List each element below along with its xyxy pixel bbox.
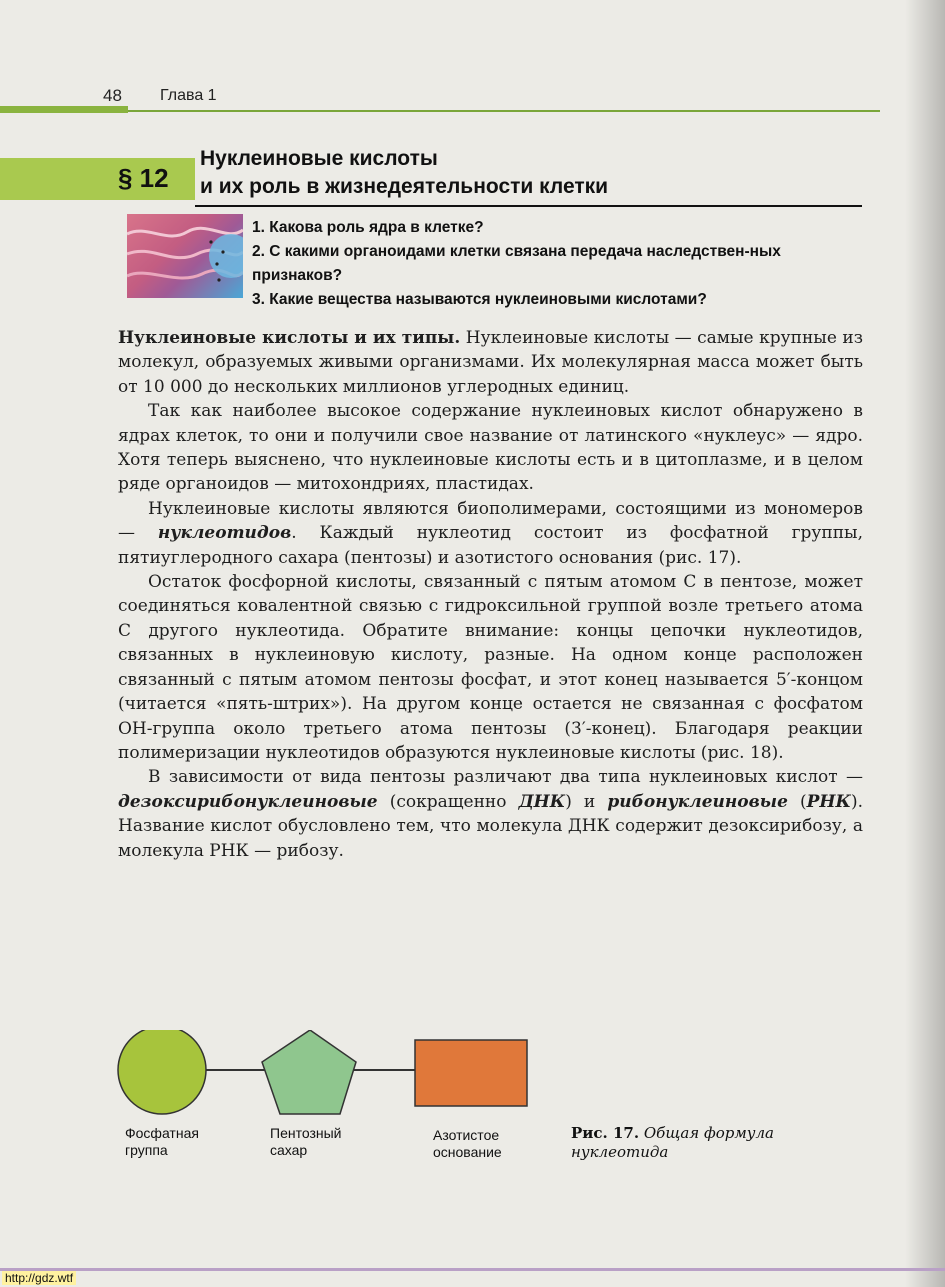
section-title-line-1: Нуклеиновые кислоты [200, 147, 438, 170]
section-number: § 12 [118, 163, 169, 193]
label-line: сахар [270, 1142, 308, 1158]
paragraph-text: В зависимости от вида пентозы различают два типа нуклеиновых кислот — [148, 767, 863, 788]
nucleotide-diagram [110, 1030, 550, 1130]
paragraph-lead: Нуклеиновые кислоты и их типы. [118, 328, 461, 348]
figure-number: Рис. 17. [571, 1124, 640, 1142]
label-line: основание [433, 1144, 502, 1160]
footer-rule [0, 1268, 945, 1271]
section-title-line-2: и их роль в жизнедеятельности клетки [200, 175, 609, 198]
nitrogenous-base-rectangle [415, 1040, 527, 1106]
title-rule [195, 205, 862, 207]
label-line: Пентозный [270, 1125, 342, 1141]
watermark-link[interactable]: http://gdz.wtf [2, 1271, 76, 1285]
paragraph-text: Нуклеиновые кислоты являются биополимерами, состоящими из мономеров — [118, 498, 863, 544]
paragraph-2: Так как наиболее высокое содержание нуклеиновых кислот обнаружено в ядрах клеток, то они и получили свое название от латинского «нуклеус» — ядро. Хотя теперь выяснено, что нуклеиновые кислоты есть и в цитоплазме, и в целом ряде органоидов — митохондриях, пластидах. [118, 401, 863, 495]
question-item: 3. Какие вещества называются нуклеиновыми кислотами? [252, 291, 707, 308]
term-dna: ДНК [518, 791, 566, 812]
page-edge-shadow [905, 0, 945, 1287]
label-nitrogenous-base [433, 1127, 502, 1161]
phosphate-group-circle [118, 1030, 206, 1114]
paragraph-text: ( [787, 791, 807, 812]
label-line: Фосфатная [125, 1125, 199, 1141]
paragraph-text: ) и [565, 791, 608, 812]
review-questions [252, 216, 872, 312]
paragraph-text: . Каждый нуклеотид состоит из фосфатной группы, пятиуглеродного сахара (пентозы) и азотистого основания (рис. 17). [118, 523, 863, 568]
figure-caption [571, 1124, 831, 1162]
paragraph-3 [118, 497, 863, 570]
header-accent-bar [0, 106, 128, 113]
chapter-label: Глава 1 [160, 87, 217, 104]
pentose-sugar-pentagon [262, 1030, 356, 1114]
section-title [200, 145, 880, 201]
term-nucleotides: нуклеотидов [157, 523, 292, 544]
paragraph-text: (сокращенно [377, 791, 519, 812]
header-rule [128, 110, 880, 112]
paragraph-text: Нуклеиновые кислоты — самые крупные из молекул, образуемых живыми организмами. Их молекулярная масса может быть от 10 000 до нескольких миллионов углеродных единиц. [118, 328, 863, 397]
paragraph-text: ). Название кислот обусловлено тем, что молекула ДНК содержит дезоксирибозу, а молекула РНК — рибозу. [118, 791, 863, 861]
question-item: 1. Какова роль ядра в клетке? [252, 219, 484, 236]
paragraph-5 [118, 765, 863, 863]
label-phosphate-group [125, 1125, 199, 1159]
term-rna: РНК [806, 791, 851, 812]
label-line: Азотистое [433, 1127, 500, 1143]
body-text [118, 326, 863, 863]
figure-caption-text: Общая формула нуклеотида [571, 1124, 774, 1161]
paragraph-4: Остаток фосфорной кислоты, связанный с пятым атомом С в пентозе, может соединяться ковалентной связью с гидроксильной группой возле третьего атома С другого нуклеотида. Обратите внимание: концы цепочки нуклеотидов, связанных в нуклеиновую кислоту, разные. На одном конце расположен связанный с пятым атомом пентозы фосфат, и этот конец называется 5′-концом (читается «пять-штрих»). На другом конце остается не связанная с фосфатом ОН-группа около третьего атома пентозы (3′-конец). Благодаря реакции полимеризации нуклеотидов образуются нуклеиновые кислоты (рис. 18). [118, 572, 863, 763]
term-dna-full: дезоксирибонуклеиновые [118, 791, 378, 812]
paragraph-1 [118, 326, 863, 399]
label-pentose-sugar [270, 1125, 342, 1159]
label-line: группа [125, 1142, 168, 1158]
term-rna-full: рибонуклеиновые [607, 791, 788, 812]
cell-illustration [127, 214, 243, 298]
cell-illustration-art [127, 214, 243, 298]
question-item: 2. С какими органоидами клетки связана передача наследствен-ных признаков? [252, 243, 781, 284]
page-number: 48 [103, 86, 122, 105]
page-header [0, 84, 880, 114]
